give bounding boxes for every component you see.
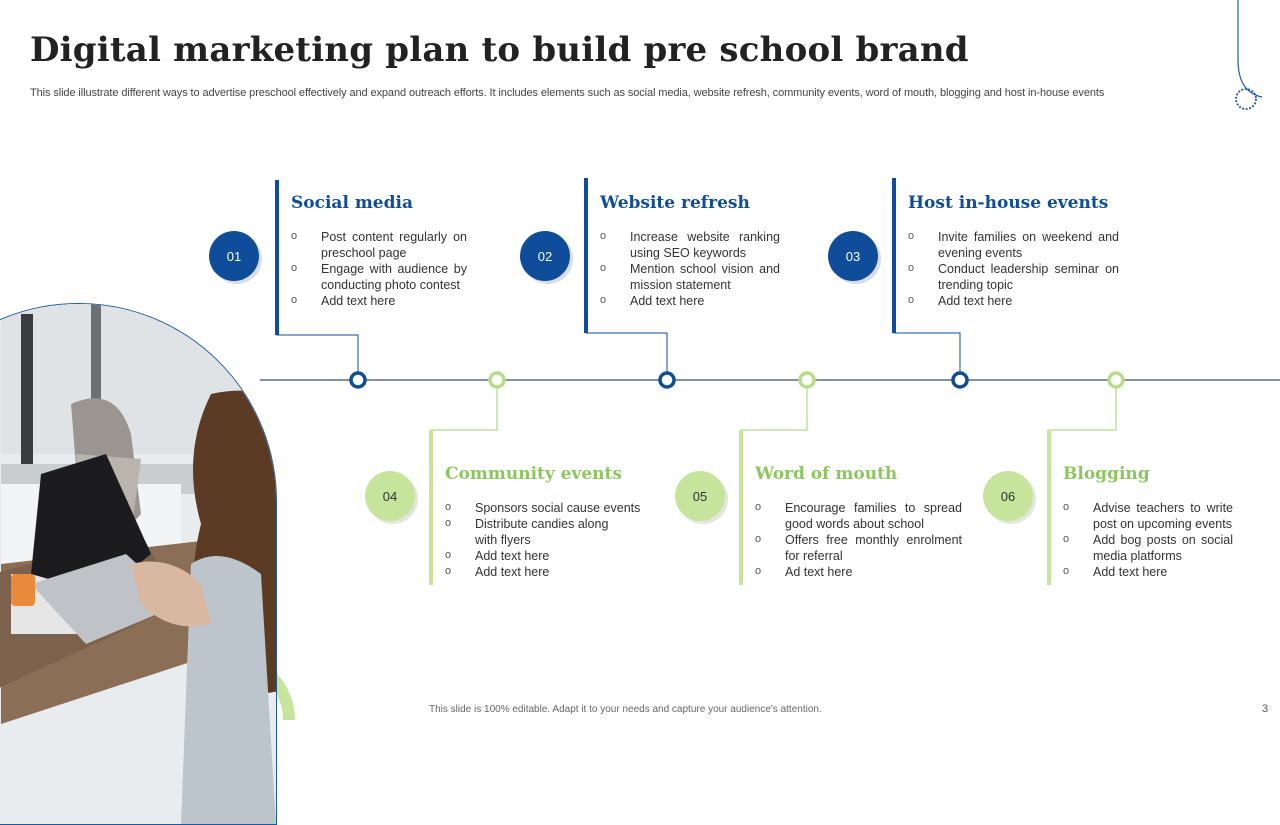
bullet-item: o Offers free monthly enrolment for referral (755, 532, 962, 564)
timeline-marker-02 (660, 373, 674, 387)
step-title-website-refresh: Website refresh (600, 193, 750, 213)
bullet-item: o Ad text here (755, 564, 962, 580)
timeline-marker-06 (1109, 373, 1123, 387)
step-title-word-of-mouth: Word of mouth (755, 464, 898, 484)
bullet-item: o Post content regularly on preschool page (291, 229, 467, 261)
bullet-item: o Sponsors social cause events (445, 500, 660, 516)
bullet-item: o Conduct leadership seminar on trending topic (908, 261, 1119, 293)
card-bar-04 (429, 430, 433, 585)
corner-ornament-circle (1236, 89, 1256, 109)
page-number: 3 (1262, 703, 1269, 715)
bullet-item: o Invite families on weekend and evening events (908, 229, 1119, 261)
step-title-community-events: Community events (445, 464, 622, 484)
bullet-item: o Add text here (1063, 564, 1233, 580)
step-number-badge: 03 (828, 231, 878, 281)
page-subtitle: This slide illustrate different ways to advertise preschool effectively and expand outreach efforts. It includes elements such as social media, website refresh, community events, word of mouth, blogging and host in-house events (30, 87, 1105, 99)
bullet-item: o Add text here (291, 293, 467, 309)
card-bar-06 (1047, 430, 1051, 585)
woman-working-on-laptop-photo (0, 303, 277, 825)
step-bullet-list (755, 500, 962, 580)
step-bullet-list (291, 229, 467, 309)
bullet-item: o Mention school vision and mission statement (600, 261, 780, 293)
card-bar-02 (584, 178, 588, 333)
step-bullet-list (445, 500, 660, 580)
step-title-host-in-house-events: Host in-house events (908, 193, 1109, 213)
bullet-item: o Add text here (908, 293, 1119, 309)
timeline-marker-04 (490, 373, 504, 387)
step-title-blogging: Blogging (1063, 464, 1150, 484)
corner-ornament-line (1238, 0, 1262, 97)
card-bar-03 (892, 178, 896, 333)
bullet-item: o Add text here (600, 293, 780, 309)
bullet-item: o Engage with audience by conducting photo contest (291, 261, 467, 293)
step-number-badge: 01 (209, 231, 259, 281)
step-number-badge: 06 (983, 471, 1033, 521)
step-bullet-list (1063, 500, 1233, 580)
page-title: Digital marketing plan to build pre school brand (30, 30, 969, 70)
step-number-badge: 05 (675, 471, 725, 521)
footer-note: This slide is 100% editable. Adapt it to your needs and capture your audience's attention. (429, 704, 822, 715)
step-number-badge: 04 (365, 471, 415, 521)
step-number-badge: 02 (520, 231, 570, 281)
step-bullet-list (908, 229, 1119, 309)
timeline-marker-03 (953, 373, 967, 387)
bullet-item: o Add text here (445, 548, 660, 564)
card-bar-05 (739, 430, 743, 585)
timeline-marker-01 (351, 373, 365, 387)
bullet-item: o Add text here (445, 564, 660, 580)
bullet-item: o Distribute candies along with flyers (445, 516, 625, 548)
card-bar-01 (275, 180, 279, 335)
bullet-item: o Add bog posts on social media platforms (1063, 532, 1233, 564)
bullet-item: o Advise teachers to write post on upcoming events (1063, 500, 1233, 532)
bullet-item: o Encourage families to spread good words about school (755, 500, 962, 532)
timeline-marker-05 (800, 373, 814, 387)
step-title-social-media: Social media (291, 193, 413, 213)
bullet-item: o Increase website ranking using SEO keywords (600, 229, 780, 261)
step-bullet-list (600, 229, 780, 309)
